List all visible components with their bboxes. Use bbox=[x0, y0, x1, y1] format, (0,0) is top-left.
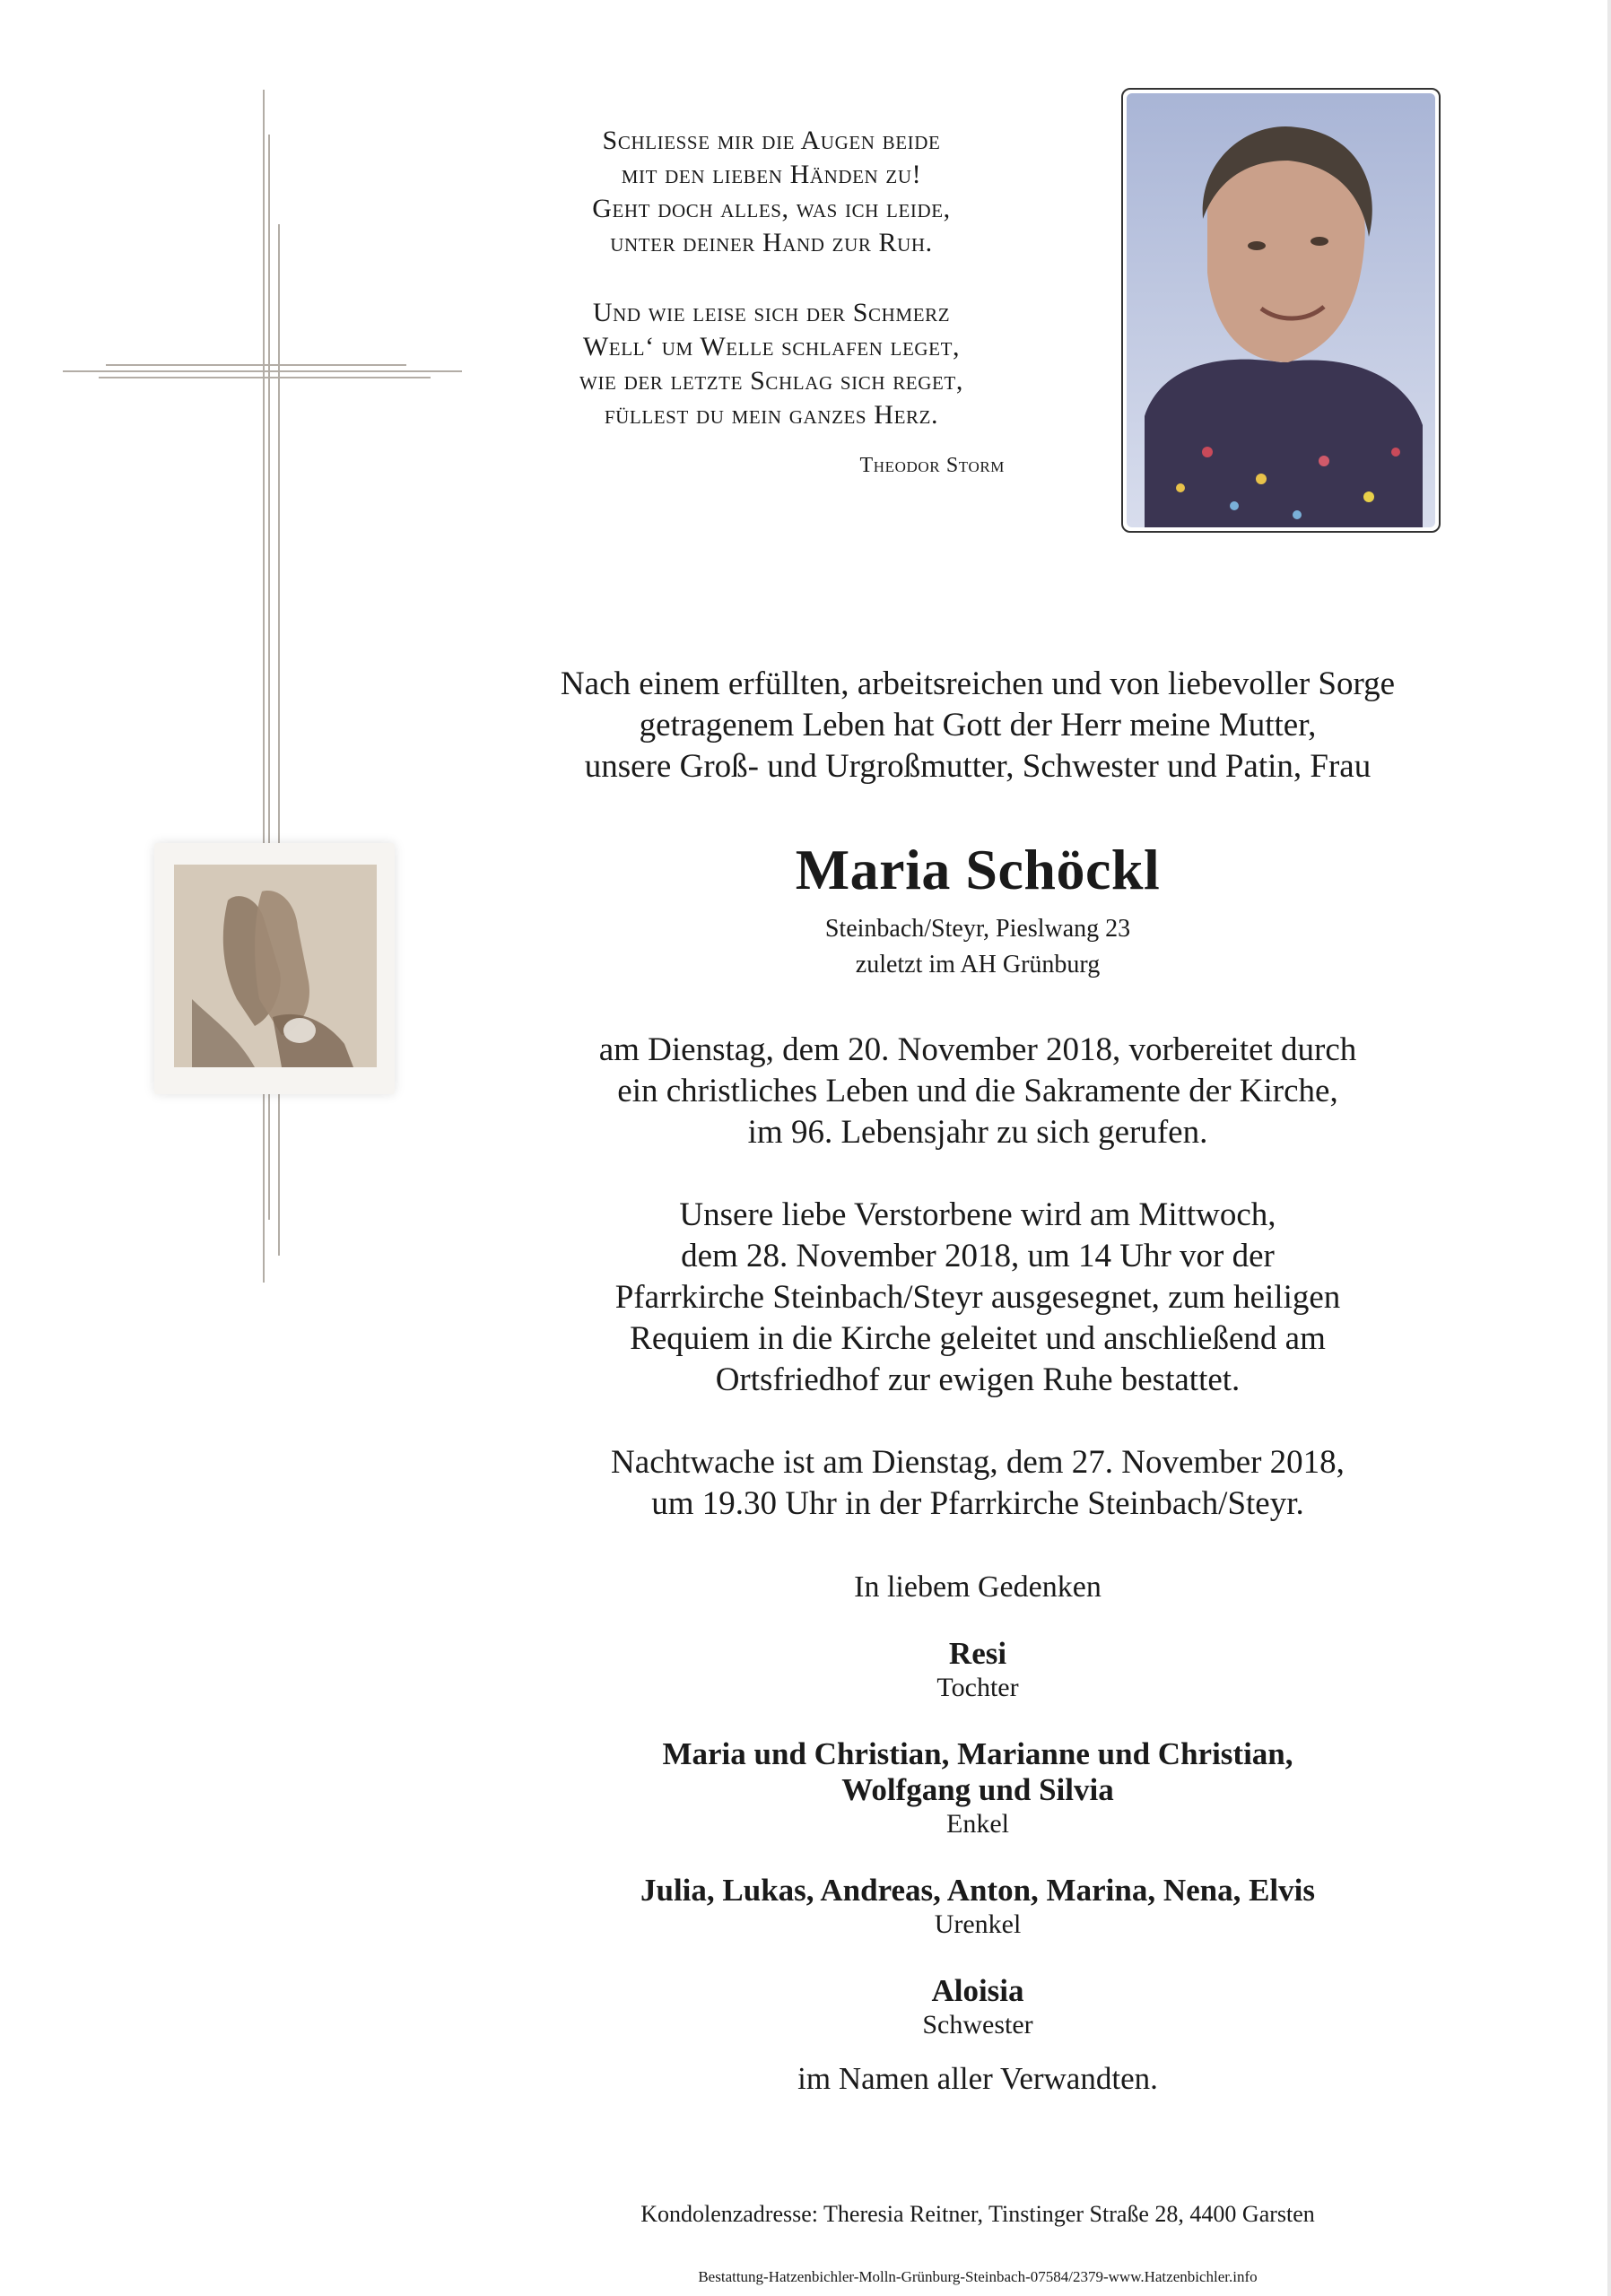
funeral-line: Ortsfriedhof zur ewigen Ruhe bestattet. bbox=[715, 1361, 1241, 1398]
family-role: Tochter bbox=[936, 1673, 1019, 1702]
funeral-info bbox=[502, 1195, 1453, 1401]
memory-heading: In liebem Gedenken bbox=[854, 1570, 1102, 1604]
poem-line: Schliesse mir die Augen beide bbox=[602, 126, 941, 155]
death-notice bbox=[502, 1030, 1453, 1153]
funeral-line: Pfarrkirche Steinbach/Steyr ausgesegnet, zum heiligen bbox=[614, 1279, 1341, 1316]
family-role: Enkel bbox=[946, 1809, 1009, 1839]
family-role: Schwester bbox=[922, 2010, 1033, 2039]
intro-line: unsere Groß- und Urgroßmutter, Schwester und Patin, Frau bbox=[584, 748, 1372, 785]
condolence-address: Kondolenzadresse: Theresia Reitner, Tinstinger Straße 28, 4400 Garsten bbox=[640, 2201, 1315, 2227]
wake-line: Nachtwache ist am Dienstag, dem 27. November 2018, bbox=[611, 1444, 1345, 1481]
funeral-line: Requiem in die Kirche geleitet und anschließend am bbox=[630, 1320, 1326, 1357]
closing-line: im Namen aller Verwandten. bbox=[797, 2061, 1158, 2096]
praying-hands-image bbox=[154, 843, 395, 1094]
poem-line: wie der letzte Schlag sich reget, bbox=[579, 366, 963, 396]
portrait-icon bbox=[1127, 93, 1435, 527]
family-role: Urenkel bbox=[934, 1909, 1022, 1939]
portrait-photo bbox=[1121, 88, 1441, 533]
family-group bbox=[502, 1636, 1453, 1704]
page-edge bbox=[1607, 0, 1611, 2296]
poem-stanza bbox=[502, 296, 1041, 432]
funeral-line: dem 28. November 2018, um 14 Uhr vor der bbox=[681, 1238, 1275, 1274]
family-names: Resi bbox=[948, 1636, 1007, 1671]
intro-text bbox=[502, 664, 1453, 787]
poem-line: Well‘ um Welle schlafen leget, bbox=[582, 332, 961, 361]
family-group bbox=[502, 1973, 1453, 2041]
deceased-address bbox=[502, 911, 1453, 983]
family-group bbox=[502, 1736, 1453, 1840]
funeral-line: Unsere liebe Verstorbene wird am Mittwoch, bbox=[679, 1196, 1276, 1233]
death-line: ein christliches Leben und die Sakramente der Kirche, bbox=[617, 1073, 1338, 1109]
family-group bbox=[502, 1873, 1453, 1941]
poem-line: füllest du mein ganzes Herz. bbox=[604, 400, 939, 430]
intro-line: getragenem Leben hat Gott der Herr meine Mutter, bbox=[639, 707, 1317, 744]
family-names: Wolfgang und Silvia bbox=[841, 1772, 1114, 1807]
death-line: im 96. Lebensjahr zu sich gerufen. bbox=[747, 1114, 1208, 1151]
family-names: Maria und Christian, Marianne und Christian, bbox=[662, 1736, 1293, 1771]
poem-author: Theodor Storm bbox=[859, 454, 1005, 477]
wake-info bbox=[502, 1442, 1453, 1525]
deceased-name: Maria Schöckl bbox=[795, 838, 1161, 901]
death-line: am Dienstag, dem 20. November 2018, vorbereitet durch bbox=[598, 1031, 1357, 1068]
last-residence-line: zuletzt im AH Grünburg bbox=[855, 951, 1101, 978]
intro-line: Nach einem erfüllten, arbeitsreichen und von liebevoller Sorge bbox=[560, 665, 1396, 702]
poem-stanza bbox=[502, 124, 1041, 260]
poem-line: Geht doch alles, was ich leide, bbox=[592, 194, 951, 223]
footer-credit: Bestattung-Hatzenbichler-Molln-Grünburg-Steinbach-07584/2379-www.Hatzenbichler.info bbox=[698, 2268, 1258, 2285]
family-names: Aloisia bbox=[931, 1973, 1024, 2008]
family-list bbox=[502, 1636, 1453, 2074]
poem-line: mit den lieben Händen zu! bbox=[621, 160, 922, 189]
poem bbox=[502, 124, 1041, 468]
poem-line: Und wie leise sich der Schmerz bbox=[592, 298, 951, 327]
poem-line: unter deiner Hand zur Ruh. bbox=[610, 228, 933, 257]
wake-line: um 19.30 Uhr in der Pfarrkirche Steinbach/Steyr. bbox=[651, 1485, 1304, 1522]
address-line: Steinbach/Steyr, Pieslwang 23 bbox=[824, 915, 1131, 943]
praying-hands-icon bbox=[174, 865, 377, 1067]
family-names: Julia, Lukas, Andreas, Anton, Marina, Nena, Elvis bbox=[640, 1873, 1316, 1908]
